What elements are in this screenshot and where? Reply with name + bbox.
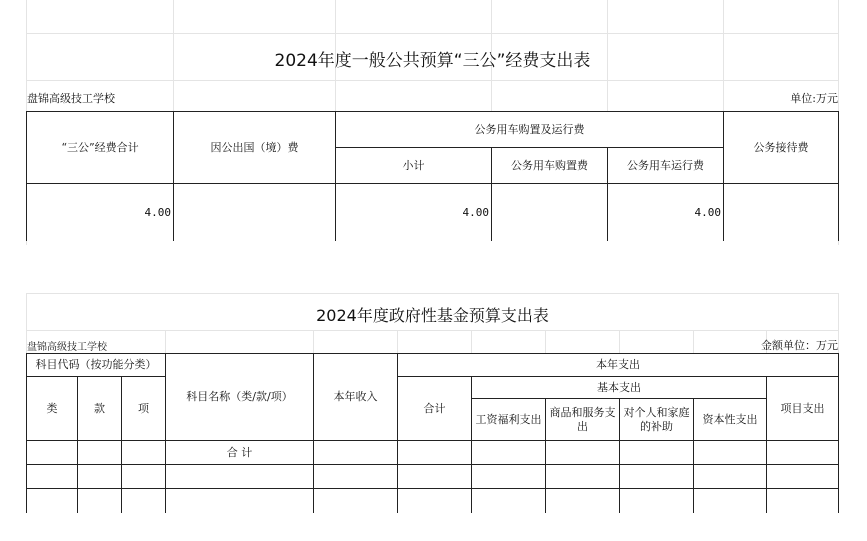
total-row-label: 合 计 [226, 445, 253, 459]
header-income: 本年收入 [333, 390, 378, 403]
header-sangong-total: “三公”经费合计 [61, 140, 139, 154]
header-capital: 资本性支出 [702, 412, 758, 426]
header-subtotal: 小计 [402, 158, 425, 172]
header-abroad: 因公出国（境）费 [210, 140, 299, 154]
header-goods-services: 商品和服务支出 [549, 405, 616, 433]
header-salary: 工资福利支出 [475, 412, 542, 426]
header-personal-subsidy: 对个人和家庭的补助 [623, 405, 690, 433]
table1-unit: 单位:万元 [790, 92, 838, 105]
header-code-group: 科目代码（按功能分类） [35, 358, 157, 371]
value-sangong-total: 4.00 [144, 206, 171, 219]
header-expense-group: 本年支出 [596, 358, 640, 371]
value-subtotal: 4.00 [462, 206, 489, 219]
table1-title: 2024年度一般公共预算“三公”经费支出表 [274, 51, 591, 71]
header-vehicle-purchase: 公务用车购置费 [511, 158, 588, 172]
header-vehicle-operation: 公务用车运行费 [627, 158, 704, 172]
value-vehicle-operation: 4.00 [694, 206, 721, 219]
header-project: 项目支出 [780, 401, 825, 415]
header-lei: 类 [46, 401, 58, 415]
header-kuan: 款 [94, 401, 105, 415]
header-reception: 公务接待费 [753, 140, 809, 154]
header-xiang: 项 [138, 401, 149, 415]
table2-unit: 金额单位：万元 [761, 339, 838, 352]
table1-org: 盘锦高级技工学校 [27, 92, 115, 105]
header-basic-group: 基本支出 [597, 380, 641, 394]
header-subject-name: 科目名称（类/款/项） [186, 390, 293, 403]
table2-org: 盘锦高级技工学校 [27, 342, 107, 353]
header-total: 合计 [423, 401, 446, 415]
table2-title: 2024年度政府性基金预算支出表 [316, 306, 549, 325]
header-vehicle-group: 公务用车购置及运行费 [474, 122, 585, 136]
